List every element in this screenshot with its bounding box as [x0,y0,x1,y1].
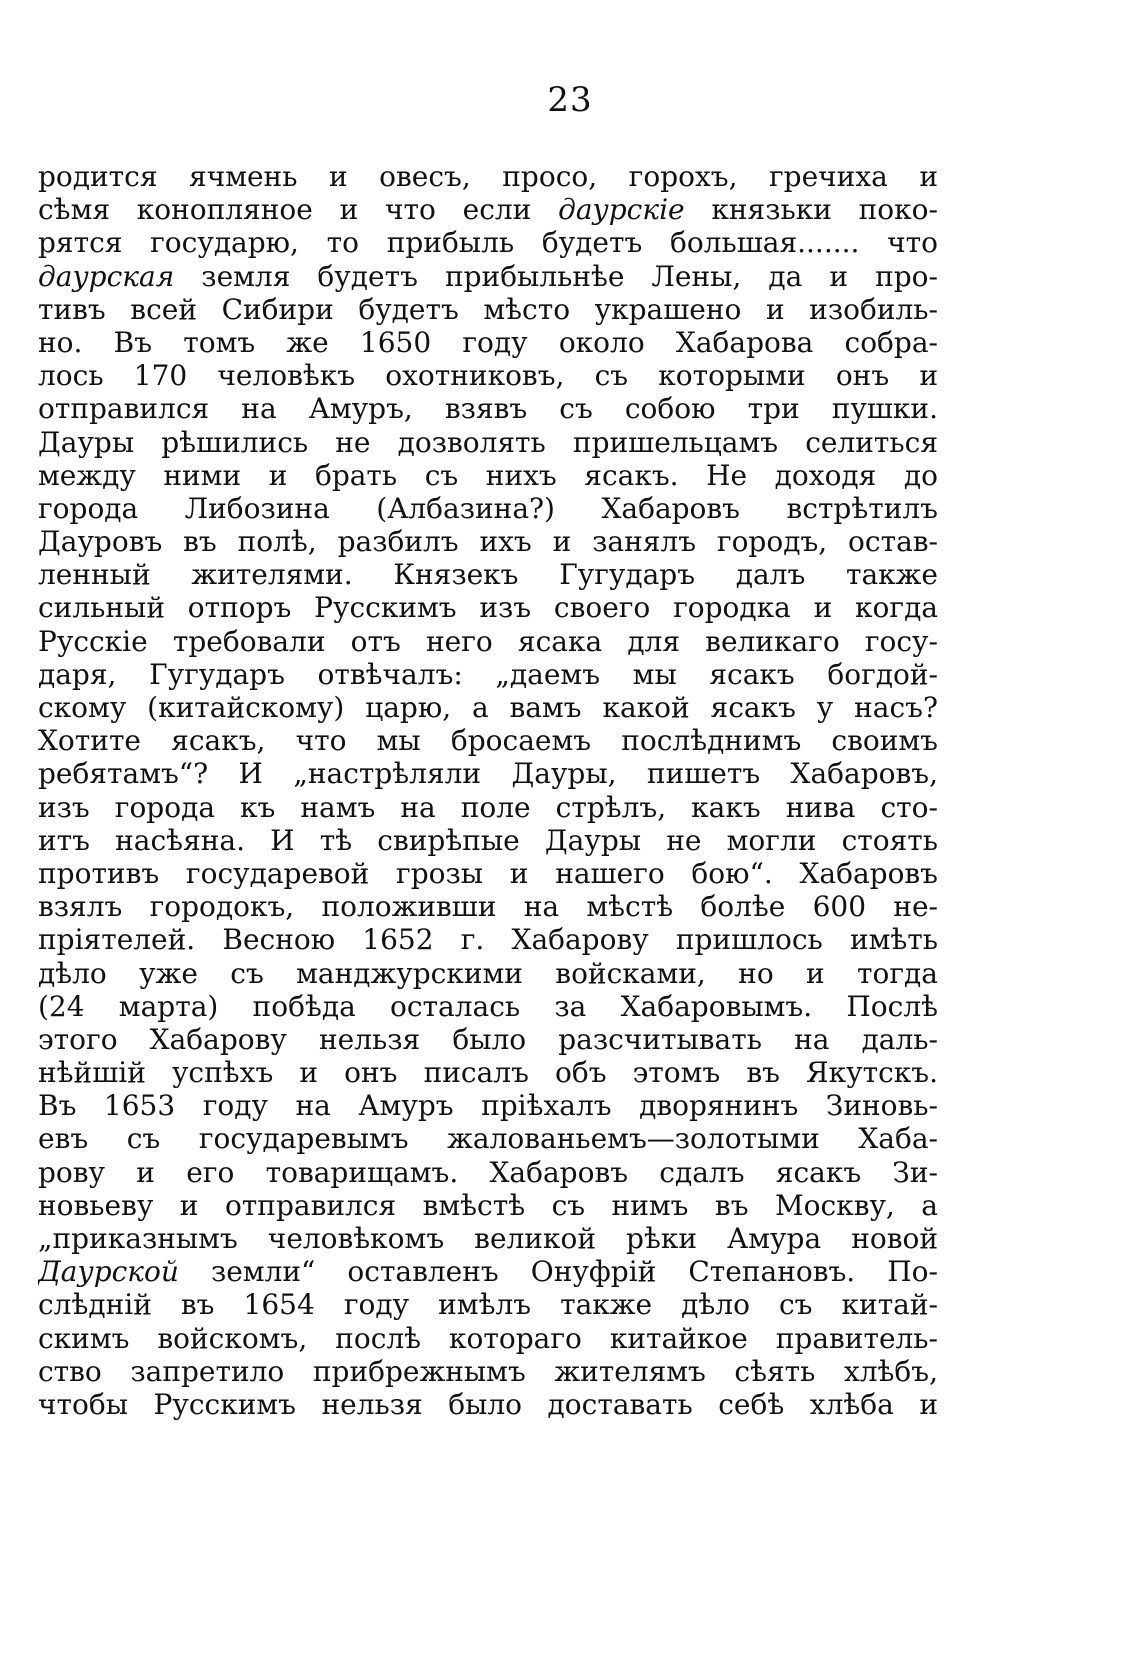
text-line [38,824,938,857]
text-segment: князьки поко- [684,193,938,227]
text-segment: земля будетъ прибыльнѣе Лены, да и про- [174,259,938,293]
text-segment: Дауровъ въ полѣ, разбилъ ихъ и занялъ городъ, остав- [38,525,938,559]
text-line [38,757,938,790]
text-segment: ребятамъ“? И „настрѣляли Дауры, пишетъ Хабаровъ, [38,757,938,791]
text-line [38,326,938,359]
text-segment: рову и его товарищамъ. Хабаровъ сдалъ ясакъ Зи- [38,1155,938,1189]
text-line [38,857,938,890]
text-line [38,558,938,591]
text-segment: слѣдній въ 1654 году имѣлъ также дѣло съ китай- [38,1288,938,1322]
text-segment: сильный отпоръ Русскимъ изъ своего городка и когда [38,591,938,625]
text-segment: даря, Гугударъ отвѣчалъ: „даемъ мы ясакъ богдой- [38,657,938,691]
text-line [38,392,938,425]
text-segment: Хотите ясакъ, что мы бросаемъ послѣднимъ своимъ [38,724,938,758]
text-line [38,193,938,226]
text-line [38,591,938,624]
text-line [38,1089,938,1122]
text-segment: между ними и брать съ нихъ ясакъ. Не доходя до [38,458,938,492]
text-segment: этого Хабарову нельзя было разсчитывать на даль- [38,1022,938,1056]
text-line [38,1023,938,1056]
text-line [38,226,938,259]
text-line [38,1056,938,1089]
text-segment: евъ съ государевымъ жалованьемъ—золотыми Хаба- [38,1122,938,1156]
text-segment: итъ насѣяна. И тѣ свирѣпые Дауры не могли стоять [38,823,938,857]
body-text [38,160,938,1421]
italic-text-segment: даурскіе [558,193,685,227]
text-line [38,957,938,990]
text-line [38,1355,938,1388]
text-segment: отправился на Амуръ, взявъ съ собою три пушки. [38,392,938,426]
text-segment: дѣло уже съ манджурскими войсками, но и тогда [38,956,938,990]
text-segment: пріятелей. Весною 1652 г. Хабарову пришлось имѣть [38,923,938,957]
page-number: 23 [547,80,593,120]
text-segment: сѣмя конопляное и что если [38,193,559,227]
text-line [38,1288,938,1321]
text-line [38,1222,938,1255]
text-line [38,459,938,492]
text-segment: рятся государю, то прибыль будетъ большая....... что [38,226,938,260]
text-segment: тивъ всей Сибири будетъ мѣсто украшено и изобиль- [38,292,938,326]
text-line [38,525,938,558]
text-line [38,1122,938,1155]
text-segment: взялъ городокъ, положивши на мѣстѣ болѣе 600 не- [38,890,938,924]
text-line [38,492,938,525]
text-segment: чтобы Русскимъ нельзя было доставать себѣ хлѣба и [38,1387,938,1421]
text-line [38,890,938,923]
text-segment: ленный жителями. Князекъ Гугударъ далъ также [38,558,938,592]
text-segment: родится ячмень и овесъ, просо, горохъ, гречиха и [38,160,938,193]
text-segment: Русскіе требовали отъ него ясака для великаго госу- [38,624,938,658]
text-segment: изъ города къ намъ на поле стрѣлъ, какъ нива сто- [38,790,938,824]
text-line [38,791,938,824]
text-line [38,691,938,724]
text-segment: земли“ оставленъ Онуфрій Степановъ. По- [178,1255,938,1289]
text-segment: скимъ войскомъ, послѣ котораго китайкое правитель- [38,1321,938,1355]
italic-text-segment: Даурской [38,1255,179,1289]
text-segment: города Либозина (Албазина?) Хабаровъ встрѣтилъ [38,491,938,525]
text-line [38,1255,938,1288]
text-line [38,923,938,956]
text-line [38,160,938,193]
text-segment: новьеву и отправился вмѣстѣ съ нимъ въ Москву, а [38,1188,938,1222]
text-segment: но. Въ томъ же 1650 году около Хабарова собра- [38,325,938,359]
text-line [38,260,938,293]
italic-text-segment: даурская [38,259,175,293]
text-segment: скому (китайскому) царю, а вамъ какой ясакъ у насъ? [38,691,938,724]
text-segment: противъ государевой грозы и нашего бою“. Хабаровъ [38,856,938,890]
text-segment: ство запретило прибрежнымъ жителямъ сѣять хлѣбъ, [38,1354,938,1388]
text-segment: нѣйшій успѣхъ и онъ писалъ объ этомъ въ Якутскъ. [38,1056,938,1090]
text-line [38,426,938,459]
text-line [38,1388,938,1421]
text-line [38,990,938,1023]
text-segment: „приказнымъ человѣкомъ великой рѣки Амура новой [38,1222,938,1255]
text-line [38,293,938,326]
text-segment: (24 марта) побѣда осталась за Хабаровымъ. Послѣ [38,989,938,1023]
text-segment: Дауры рѣшились не дозволять пришельцамъ селиться [38,425,938,459]
text-line [38,1156,938,1189]
text-segment: лось 170 человѣкъ охотниковъ, съ которыми онъ и [38,359,938,393]
text-line [38,625,938,658]
text-line [38,658,938,691]
text-line [38,1189,938,1222]
text-line [38,1322,938,1355]
text-line [38,359,938,392]
text-segment: Въ 1653 году на Амуръ пріѣхалъ дворянинъ Зиновь- [38,1089,938,1123]
text-line [38,724,938,757]
